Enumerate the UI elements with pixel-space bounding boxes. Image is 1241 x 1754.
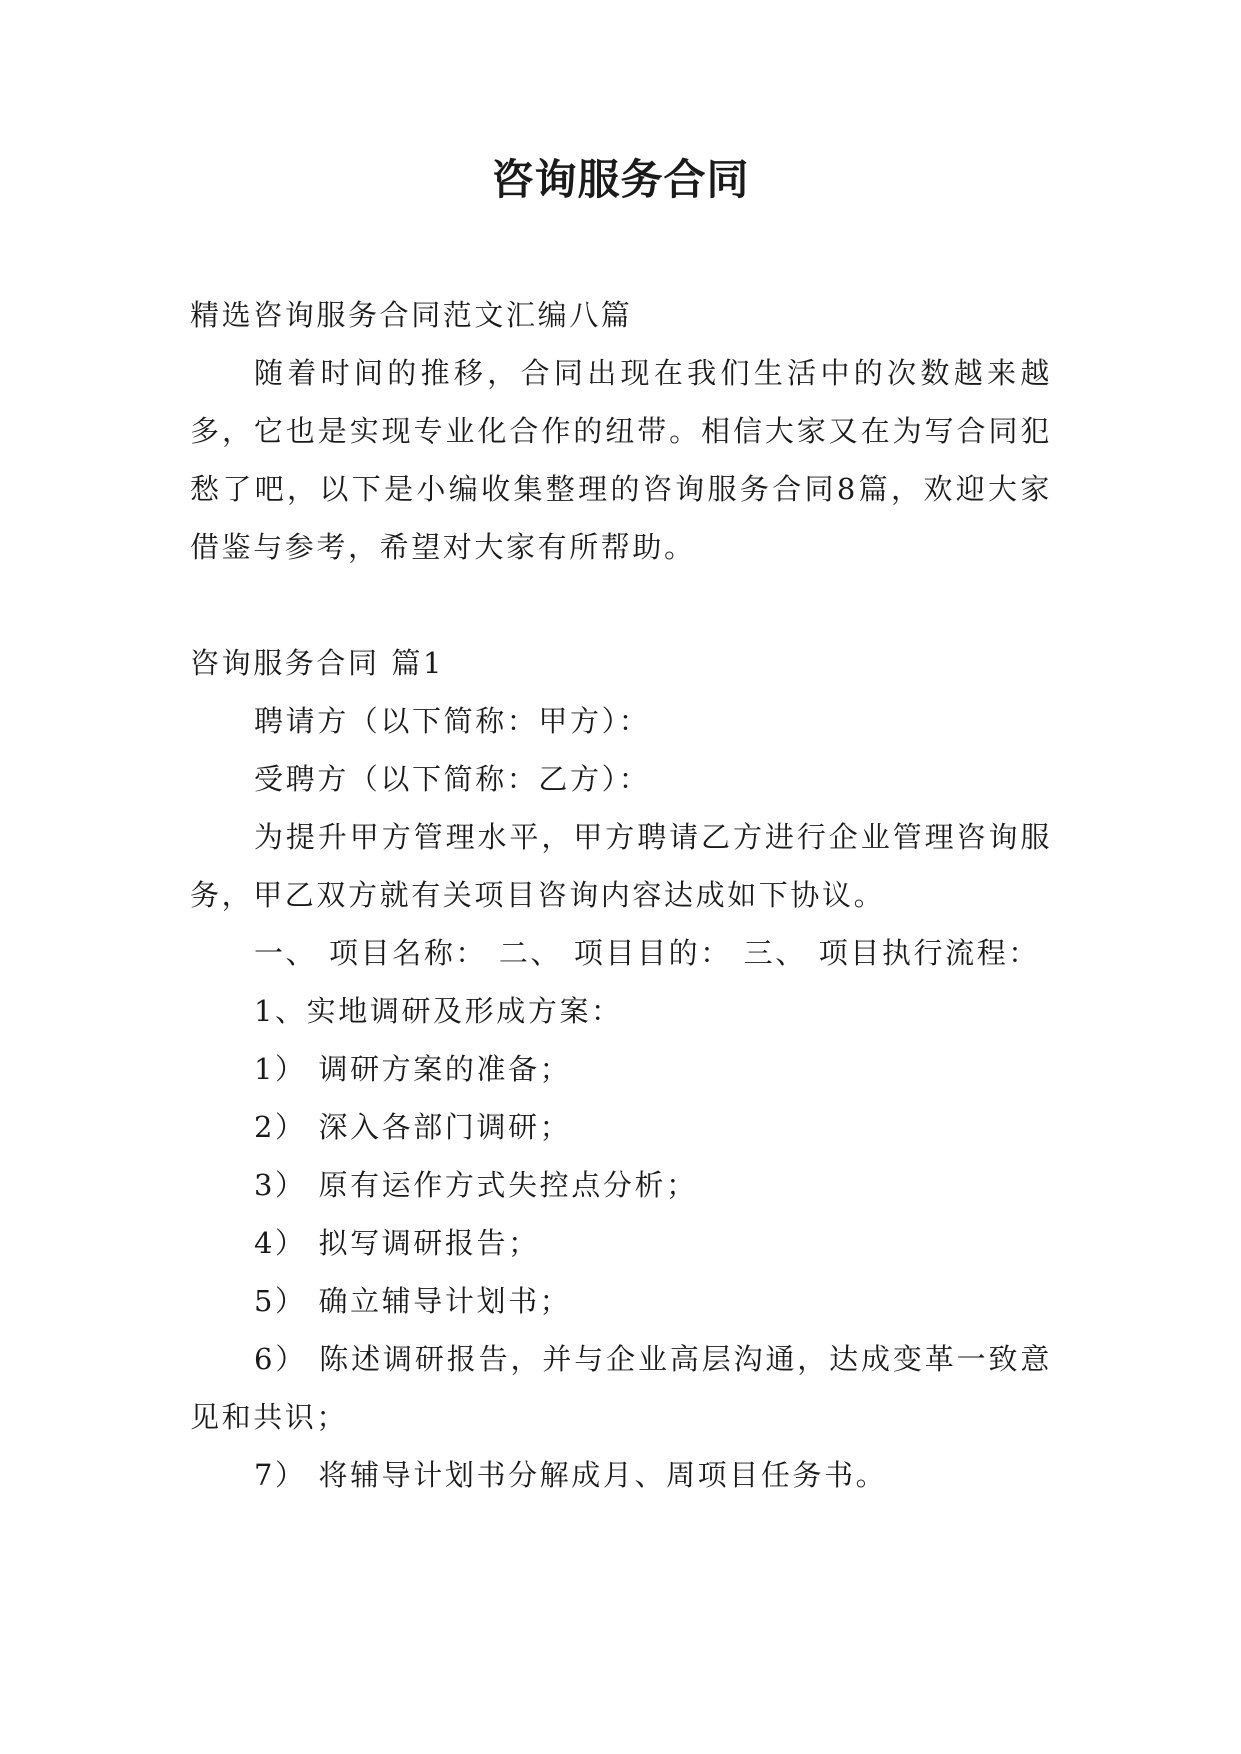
step-item: 3） 原有运作方式失控点分析； xyxy=(254,1168,698,1202)
project-items-line: 一、 项目名称： 二、 项目目的： 三、 项目执行流程： xyxy=(254,936,1040,970)
party-a-line: 聘请方（以下简称：甲方）： xyxy=(254,704,651,738)
step-heading: 1、实地调研及形成方案： xyxy=(254,994,623,1028)
step-item: 2） 深入各部门调研； xyxy=(254,1110,572,1144)
step-item: 1） 调研方案的准备； xyxy=(254,1052,572,1086)
party-b-line: 受聘方（以下简称：乙方）： xyxy=(254,762,651,796)
step-item: 5） 确立辅导计划书； xyxy=(254,1284,572,1318)
intro-paragraph: 随着时间的推移，合同出现在我们生活中的次数越来越多，它也是实现专业化合作的纽带。相信大家又在为写合同犯愁了吧，以下是小编收集整理的咨询服务合同8篇，欢迎大家借鉴与参考，希望对大家有所帮助。 xyxy=(190,356,1052,564)
paragraph-spacer xyxy=(190,576,1052,634)
document-body xyxy=(190,286,1052,1504)
step-item: 4） 拟写调研报告； xyxy=(254,1226,540,1260)
step-item: 6） 陈述调研报告，并与企业高层沟通，达成变革一致意见和共识； xyxy=(190,1342,1052,1434)
document-title: 咨询服务合同 xyxy=(491,155,750,204)
step-item: 7） 将辅导计划书分解成月、周项目任务书。 xyxy=(254,1458,888,1492)
document-subtitle: 精选咨询服务合同范文汇编八篇 xyxy=(190,298,633,332)
section-heading: 咨询服务合同 篇1 xyxy=(190,646,445,680)
purpose-paragraph: 为提升甲方管理水平，甲方聘请乙方进行企业管理咨询服务，甲乙双方就有关项目咨询内容达成如下协议。 xyxy=(190,820,1052,912)
